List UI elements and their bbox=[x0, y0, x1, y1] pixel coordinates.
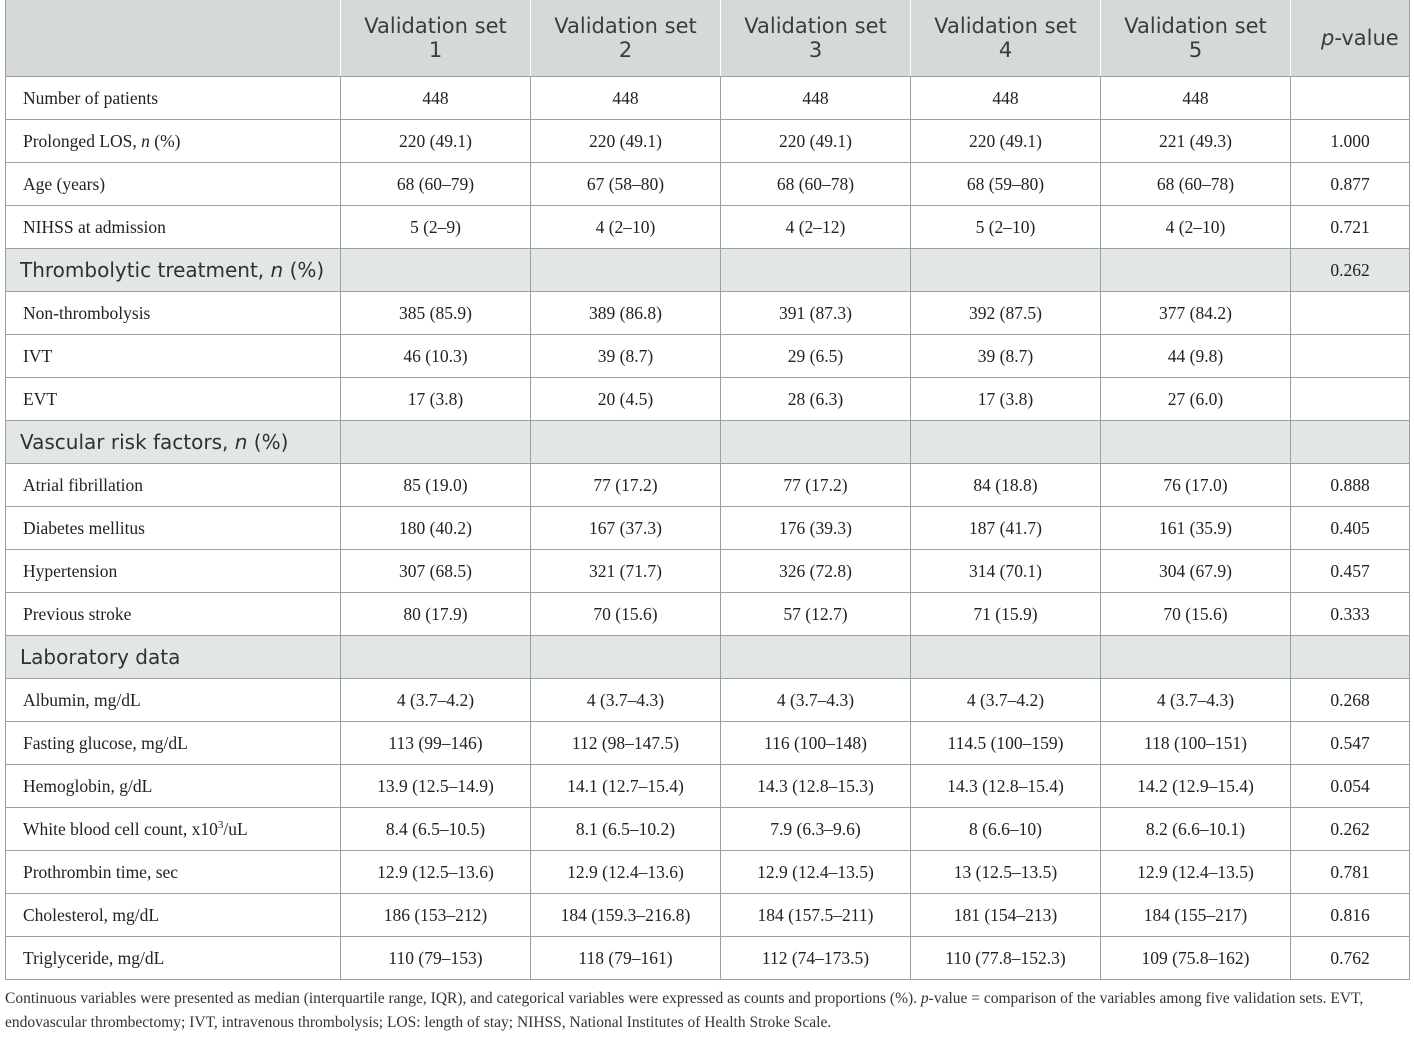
value-cell-set-1 bbox=[341, 249, 531, 292]
value-cell-set-5: 109 (75.8–162) bbox=[1101, 937, 1291, 980]
value-cell-set-3: 391 (87.3) bbox=[721, 292, 911, 335]
value-cell-set-5: 27 (6.0) bbox=[1101, 378, 1291, 421]
p-value-cell: 0.262 bbox=[1291, 249, 1410, 292]
value-cell-set-4: 17 (3.8) bbox=[911, 378, 1101, 421]
value-cell-set-1: 5 (2–9) bbox=[341, 206, 531, 249]
p-value-cell: 0.457 bbox=[1291, 550, 1410, 593]
value-cell-set-2: 389 (86.8) bbox=[531, 292, 721, 335]
row-label bbox=[6, 120, 341, 163]
value-cell-set-5 bbox=[1101, 636, 1291, 679]
table-row bbox=[6, 507, 1410, 550]
value-cell-set-2 bbox=[531, 636, 721, 679]
value-cell-set-2 bbox=[531, 421, 721, 464]
value-cell-set-4: 5 (2–10) bbox=[911, 206, 1101, 249]
header-cell-p-value bbox=[1291, 0, 1410, 77]
value-cell-set-4: 39 (8.7) bbox=[911, 335, 1101, 378]
value-cell-set-3: 112 (74–173.5) bbox=[721, 937, 911, 980]
p-value-cell: 0.762 bbox=[1291, 937, 1410, 980]
p-value-cell: 0.781 bbox=[1291, 851, 1410, 894]
p-value-cell: 1.000 bbox=[1291, 120, 1410, 163]
value-cell-set-3: 220 (49.1) bbox=[721, 120, 911, 163]
value-cell-set-4: 110 (77.8–152.3) bbox=[911, 937, 1101, 980]
section-row bbox=[6, 249, 1410, 292]
value-cell-set-2: 220 (49.1) bbox=[531, 120, 721, 163]
header-cell-set-5: Validation set 5 bbox=[1101, 0, 1291, 77]
p-value-cell: 0.333 bbox=[1291, 593, 1410, 636]
row-label-suffix: (%) bbox=[247, 430, 289, 454]
row-label: Age (years) bbox=[6, 163, 341, 206]
value-cell-set-2: 321 (71.7) bbox=[531, 550, 721, 593]
value-cell-set-1: 385 (85.9) bbox=[341, 292, 531, 335]
value-cell-set-4: 4 (3.7–4.2) bbox=[911, 679, 1101, 722]
value-cell-set-1: 180 (40.2) bbox=[341, 507, 531, 550]
value-cell-set-5 bbox=[1101, 249, 1291, 292]
p-value-cell: 0.877 bbox=[1291, 163, 1410, 206]
row-label-text: White blood cell count, x10 bbox=[23, 818, 218, 839]
value-cell-set-3: 77 (17.2) bbox=[721, 464, 911, 507]
value-cell-set-2: 118 (79–161) bbox=[531, 937, 721, 980]
row-label-suffix: (%) bbox=[149, 130, 181, 151]
table-row bbox=[6, 851, 1410, 894]
row-label: Previous stroke bbox=[6, 593, 341, 636]
value-cell-set-5: 4 (3.7–4.3) bbox=[1101, 679, 1291, 722]
row-label: Diabetes mellitus bbox=[6, 507, 341, 550]
row-label: Cholesterol, mg/dL bbox=[6, 894, 341, 937]
value-cell-set-4 bbox=[911, 636, 1101, 679]
value-cell-set-1: 12.9 (12.5–13.6) bbox=[341, 851, 531, 894]
table-row bbox=[6, 937, 1410, 980]
footnote-part-2: -value = comparison of the variables among five validation sets. EVT, endovascular thrombectomy; IVT, intravenous thrombolysis; LOS: length of stay; NIHSS, National Institutes of Health Stroke Scale. bbox=[5, 990, 1364, 1031]
value-cell-set-4: 181 (154–213) bbox=[911, 894, 1101, 937]
value-cell-set-5: 8.2 (6.6–10.1) bbox=[1101, 808, 1291, 851]
table-row bbox=[6, 464, 1410, 507]
value-cell-set-4: 13 (12.5–13.5) bbox=[911, 851, 1101, 894]
header-cell-set-1: Validation set 1 bbox=[341, 0, 531, 77]
value-cell-set-5: 184 (155–217) bbox=[1101, 894, 1291, 937]
value-cell-set-1: 186 (153–212) bbox=[341, 894, 531, 937]
p-value-cell: 0.405 bbox=[1291, 507, 1410, 550]
value-cell-set-3: 326 (72.8) bbox=[721, 550, 911, 593]
value-cell-set-5: 68 (60–78) bbox=[1101, 163, 1291, 206]
value-cell-set-4: 448 bbox=[911, 77, 1101, 120]
row-label-suffix: (%) bbox=[283, 258, 325, 282]
p-value-cell bbox=[1291, 421, 1410, 464]
value-cell-set-1: 113 (99–146) bbox=[341, 722, 531, 765]
row-label bbox=[6, 808, 341, 851]
value-cell-set-2: 39 (8.7) bbox=[531, 335, 721, 378]
value-cell-set-1: 17 (3.8) bbox=[341, 378, 531, 421]
table-row bbox=[6, 206, 1410, 249]
table-row bbox=[6, 808, 1410, 851]
header-p-suffix: -value bbox=[1334, 26, 1399, 50]
table-row bbox=[6, 378, 1410, 421]
row-label: Triglyceride, mg/dL bbox=[6, 937, 341, 980]
value-cell-set-5: 221 (49.3) bbox=[1101, 120, 1291, 163]
value-cell-set-4: 392 (87.5) bbox=[911, 292, 1101, 335]
table-footnote bbox=[5, 987, 1405, 1035]
p-value-cell: 0.721 bbox=[1291, 206, 1410, 249]
value-cell-set-2: 4 (3.7–4.3) bbox=[531, 679, 721, 722]
section-row bbox=[6, 636, 1410, 679]
table-row bbox=[6, 593, 1410, 636]
value-cell-set-1: 46 (10.3) bbox=[341, 335, 531, 378]
row-label: Atrial fibrillation bbox=[6, 464, 341, 507]
p-value-cell: 0.054 bbox=[1291, 765, 1410, 808]
value-cell-set-2: 167 (37.3) bbox=[531, 507, 721, 550]
value-cell-set-5: 377 (84.2) bbox=[1101, 292, 1291, 335]
section-label bbox=[6, 421, 341, 464]
row-label: Number of patients bbox=[6, 77, 341, 120]
value-cell-set-4: 71 (15.9) bbox=[911, 593, 1101, 636]
value-cell-set-4: 220 (49.1) bbox=[911, 120, 1101, 163]
p-value-cell bbox=[1291, 335, 1410, 378]
value-cell-set-3: 116 (100–148) bbox=[721, 722, 911, 765]
header-cell-set-2: Validation set 2 bbox=[531, 0, 721, 77]
value-cell-set-1: 13.9 (12.5–14.9) bbox=[341, 765, 531, 808]
value-cell-set-4: 314 (70.1) bbox=[911, 550, 1101, 593]
value-cell-set-5: 70 (15.6) bbox=[1101, 593, 1291, 636]
value-cell-set-4: 187 (41.7) bbox=[911, 507, 1101, 550]
value-cell-set-2: 448 bbox=[531, 77, 721, 120]
table-header bbox=[6, 0, 1410, 77]
row-label: Fasting glucose, mg/dL bbox=[6, 722, 341, 765]
baseline-characteristics-table bbox=[5, 0, 1410, 980]
value-cell-set-2: 77 (17.2) bbox=[531, 464, 721, 507]
row-label: Hypertension bbox=[6, 550, 341, 593]
section-row bbox=[6, 421, 1410, 464]
value-cell-set-3: 29 (6.5) bbox=[721, 335, 911, 378]
p-value-cell: 0.547 bbox=[1291, 722, 1410, 765]
value-cell-set-4: 14.3 (12.8–15.4) bbox=[911, 765, 1101, 808]
value-cell-set-5: 304 (67.9) bbox=[1101, 550, 1291, 593]
value-cell-set-3 bbox=[721, 636, 911, 679]
p-value-cell: 0.262 bbox=[1291, 808, 1410, 851]
value-cell-set-1: 4 (3.7–4.2) bbox=[341, 679, 531, 722]
value-cell-set-4: 84 (18.8) bbox=[911, 464, 1101, 507]
value-cell-set-1: 110 (79–153) bbox=[341, 937, 531, 980]
table-row bbox=[6, 120, 1410, 163]
header-cell-label bbox=[6, 0, 341, 77]
value-cell-set-1 bbox=[341, 421, 531, 464]
table-container bbox=[5, 0, 1409, 1035]
value-cell-set-3: 57 (12.7) bbox=[721, 593, 911, 636]
value-cell-set-1: 68 (60–79) bbox=[341, 163, 531, 206]
value-cell-set-3: 14.3 (12.8–15.3) bbox=[721, 765, 911, 808]
value-cell-set-3: 7.9 (6.3–9.6) bbox=[721, 808, 911, 851]
value-cell-set-2: 12.9 (12.4–13.6) bbox=[531, 851, 721, 894]
value-cell-set-1: 307 (68.5) bbox=[341, 550, 531, 593]
row-label-text: Prolonged LOS, bbox=[23, 130, 142, 151]
value-cell-set-5: 161 (35.9) bbox=[1101, 507, 1291, 550]
value-cell-set-2: 70 (15.6) bbox=[531, 593, 721, 636]
value-cell-set-3: 176 (39.3) bbox=[721, 507, 911, 550]
value-cell-set-2: 4 (2–10) bbox=[531, 206, 721, 249]
row-label-italic: n bbox=[234, 430, 248, 454]
p-value-cell: 0.888 bbox=[1291, 464, 1410, 507]
table-row bbox=[6, 722, 1410, 765]
row-label: Hemoglobin, g/dL bbox=[6, 765, 341, 808]
value-cell-set-4: 8 (6.6–10) bbox=[911, 808, 1101, 851]
row-label-italic: n bbox=[270, 258, 284, 282]
table-row bbox=[6, 679, 1410, 722]
value-cell-set-2: 184 (159.3–216.8) bbox=[531, 894, 721, 937]
p-value-cell: 0.268 bbox=[1291, 679, 1410, 722]
value-cell-set-5: 448 bbox=[1101, 77, 1291, 120]
row-label: Non-thrombolysis bbox=[6, 292, 341, 335]
table-row bbox=[6, 550, 1410, 593]
row-label: EVT bbox=[6, 378, 341, 421]
header-p-italic: p bbox=[1321, 26, 1335, 50]
p-value-cell bbox=[1291, 292, 1410, 335]
value-cell-set-5 bbox=[1101, 421, 1291, 464]
value-cell-set-1: 8.4 (6.5–10.5) bbox=[341, 808, 531, 851]
value-cell-set-3: 12.9 (12.4–13.5) bbox=[721, 851, 911, 894]
section-label: Laboratory data bbox=[6, 636, 341, 679]
p-value-cell bbox=[1291, 77, 1410, 120]
row-label-text: Vascular risk factors, bbox=[20, 430, 235, 454]
row-label: Albumin, mg/dL bbox=[6, 679, 341, 722]
value-cell-set-5: 4 (2–10) bbox=[1101, 206, 1291, 249]
row-label: IVT bbox=[6, 335, 341, 378]
p-value-cell: 0.816 bbox=[1291, 894, 1410, 937]
footnote-part-1: Continuous variables were presented as median (interquartile range, IQR), and categorical variables were expressed as counts and proportions (%). bbox=[5, 990, 921, 1007]
value-cell-set-3: 184 (157.5–211) bbox=[721, 894, 911, 937]
value-cell-set-3 bbox=[721, 421, 911, 464]
value-cell-set-3: 448 bbox=[721, 77, 911, 120]
p-value-cell bbox=[1291, 378, 1410, 421]
value-cell-set-2: 14.1 (12.7–15.4) bbox=[531, 765, 721, 808]
value-cell-set-4 bbox=[911, 249, 1101, 292]
value-cell-set-3 bbox=[721, 249, 911, 292]
value-cell-set-5: 14.2 (12.9–15.4) bbox=[1101, 765, 1291, 808]
table-row bbox=[6, 765, 1410, 808]
row-label-text: Thrombolytic treatment, bbox=[20, 258, 271, 282]
value-cell-set-5: 44 (9.8) bbox=[1101, 335, 1291, 378]
value-cell-set-2 bbox=[531, 249, 721, 292]
value-cell-set-4: 114.5 (100–159) bbox=[911, 722, 1101, 765]
value-cell-set-2: 67 (58–80) bbox=[531, 163, 721, 206]
header-row bbox=[6, 0, 1410, 77]
value-cell-set-1: 220 (49.1) bbox=[341, 120, 531, 163]
header-cell-set-3: Validation set 3 bbox=[721, 0, 911, 77]
table-row bbox=[6, 335, 1410, 378]
value-cell-set-3: 68 (60–78) bbox=[721, 163, 911, 206]
value-cell-set-5: 118 (100–151) bbox=[1101, 722, 1291, 765]
table-body bbox=[6, 77, 1410, 980]
row-label-superscript: 3 bbox=[217, 818, 224, 831]
value-cell-set-1: 80 (17.9) bbox=[341, 593, 531, 636]
row-label: Prothrombin time, sec bbox=[6, 851, 341, 894]
value-cell-set-3: 4 (3.7–4.3) bbox=[721, 679, 911, 722]
value-cell-set-5: 12.9 (12.4–13.5) bbox=[1101, 851, 1291, 894]
row-label-italic: n bbox=[141, 130, 150, 151]
value-cell-set-3: 4 (2–12) bbox=[721, 206, 911, 249]
value-cell-set-1: 448 bbox=[341, 77, 531, 120]
header-cell-set-4: Validation set 4 bbox=[911, 0, 1101, 77]
table-row bbox=[6, 77, 1410, 120]
table-row bbox=[6, 894, 1410, 937]
value-cell-set-2: 20 (4.5) bbox=[531, 378, 721, 421]
value-cell-set-3: 28 (6.3) bbox=[721, 378, 911, 421]
value-cell-set-4 bbox=[911, 421, 1101, 464]
value-cell-set-2: 8.1 (6.5–10.2) bbox=[531, 808, 721, 851]
row-label: NIHSS at admission bbox=[6, 206, 341, 249]
value-cell-set-2: 112 (98–147.5) bbox=[531, 722, 721, 765]
row-label-suffix: /uL bbox=[223, 818, 248, 839]
footnote-p-italic: p bbox=[920, 990, 929, 1007]
table-row bbox=[6, 163, 1410, 206]
value-cell-set-1 bbox=[341, 636, 531, 679]
value-cell-set-1: 85 (19.0) bbox=[341, 464, 531, 507]
table-row bbox=[6, 292, 1410, 335]
p-value-cell bbox=[1291, 636, 1410, 679]
value-cell-set-5: 76 (17.0) bbox=[1101, 464, 1291, 507]
value-cell-set-4: 68 (59–80) bbox=[911, 163, 1101, 206]
section-label bbox=[6, 249, 341, 292]
